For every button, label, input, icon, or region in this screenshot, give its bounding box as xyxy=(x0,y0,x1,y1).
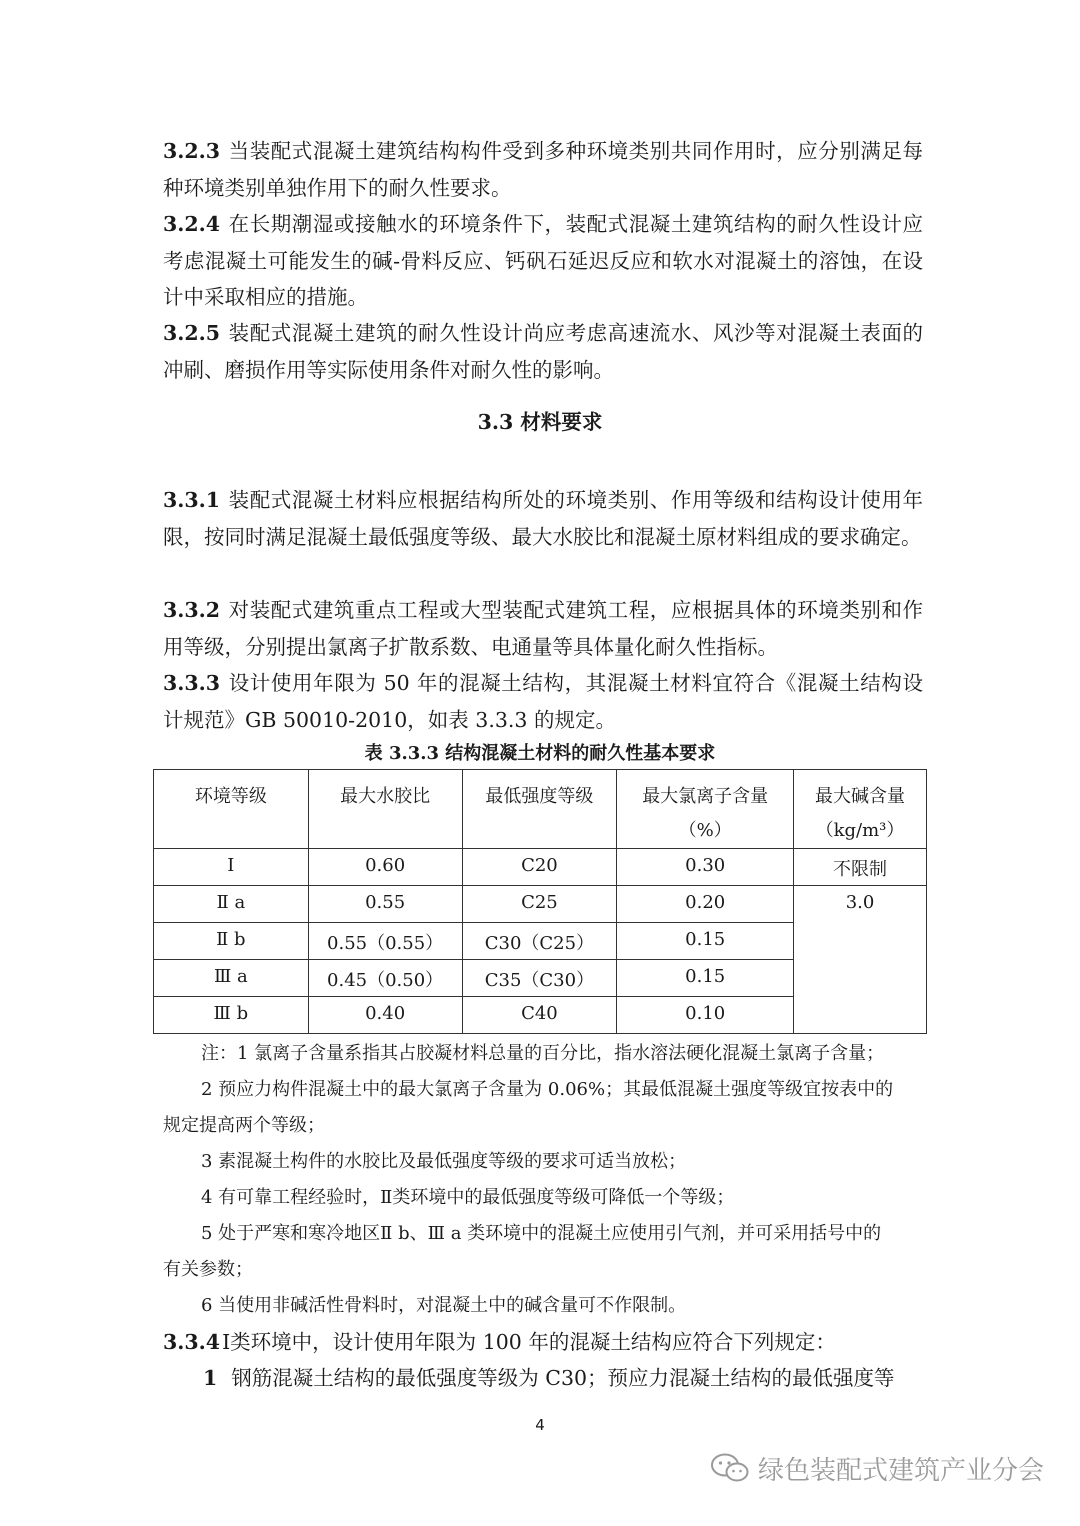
watermark xyxy=(710,1446,1044,1490)
cell-strength: C35（C30） xyxy=(462,960,617,997)
clause-number: 3.3.4 xyxy=(163,1330,221,1354)
clause-text: 装配式混凝土材料应根据结构所处的环境类别、作用等级和结构设计使用年限，按同时满足混凝土最低强度等级、最大水胶比和混凝土原材料组成的要求确定。 xyxy=(163,488,923,549)
cell-alkali: 不限制 xyxy=(794,849,927,886)
clause-3-2-5 xyxy=(163,315,923,388)
cell-env: Ⅰ xyxy=(154,849,309,886)
header-strength: 最低强度等级 xyxy=(462,770,617,849)
cell-strength: C30（C25） xyxy=(462,923,617,960)
cell-env: Ⅲ b xyxy=(154,997,309,1034)
clause-number: 3.3.1 xyxy=(163,488,221,512)
clause-text: 设计使用年限为 50 年的混凝土结构，其混凝土材料宜符合《混凝土结构设计规范》GB 50010-2010，如表 3.3.3 的规定。 xyxy=(163,671,923,732)
header-chloride-label: 最大氯离子含量 xyxy=(642,786,769,807)
table-row xyxy=(154,886,927,923)
page-number: 4 xyxy=(535,1416,545,1434)
cell-env: Ⅲ a xyxy=(154,960,309,997)
table-header-row xyxy=(154,770,927,849)
cell-env: Ⅱ a xyxy=(154,886,309,923)
clause-number: 3.3.3 xyxy=(163,671,221,695)
cell-alkali: 3.0 xyxy=(794,886,927,1034)
clause-number: 3.2.4 xyxy=(163,212,221,236)
note-3: 3 素混凝土构件的水胶比及最低强度等级的要求可适当放松； xyxy=(201,1151,687,1172)
cell-strength: C20 xyxy=(462,849,617,886)
note-1: 注：1 氯离子含量系指其占胶凝材料总量的百分比，指水溶法硬化混凝土氯离子含量； xyxy=(201,1043,885,1064)
cell-chloride: 0.10 xyxy=(617,997,794,1034)
note-2-line-1: 2 预应力构件混凝土中的最大氯离子含量为 0.06%；其最低混凝土强度等级宜按表中的 xyxy=(201,1079,894,1100)
clause-number: 3.2.5 xyxy=(163,321,221,345)
cell-chloride: 0.15 xyxy=(617,923,794,960)
clause-text: 对装配式建筑重点工程或大型装配式建筑工程，应根据具体的环境类别和作用等级，分别提出氯离子扩散系数、电通量等具体量化耐久性指标。 xyxy=(163,598,923,659)
table-notes xyxy=(163,1036,923,1324)
cell-env: Ⅱ b xyxy=(154,923,309,960)
clause-3-3-4-item-1 xyxy=(203,1360,923,1397)
cell-chloride: 0.30 xyxy=(617,849,794,886)
cell-strength: C40 xyxy=(462,997,617,1034)
clause-3-3-3 xyxy=(163,665,923,738)
item-text: 钢筋混凝土结构的最低强度等级为 C30；预应力混凝土结构的最低强度等 xyxy=(231,1366,895,1390)
header-alkali-label: 最大碱含量 xyxy=(815,786,906,807)
cell-strength: C25 xyxy=(462,886,617,923)
clause-3-3-2 xyxy=(163,592,923,665)
table-row xyxy=(154,849,927,886)
header-alkali-unit: （kg/m³） xyxy=(815,820,905,841)
cell-wb: 0.55 xyxy=(308,886,462,923)
cell-wb: 0.60 xyxy=(308,849,462,886)
clause-text: Ⅰ类环境中，设计使用年限为 100 年的混凝土结构应符合下列规定： xyxy=(222,1330,836,1354)
clause-number: 3.3.2 xyxy=(163,598,221,622)
clause-3-2-4 xyxy=(163,206,923,316)
cell-wb: 0.40 xyxy=(308,997,462,1034)
clause-number: 3.2.3 xyxy=(163,139,221,163)
clause-3-3-1 xyxy=(163,482,923,555)
header-wb: 最大水胶比 xyxy=(308,770,462,849)
note-6: 6 当使用非碱活性骨料时，对混凝土中的碱含量可不作限制。 xyxy=(201,1295,687,1316)
clause-text: 在长期潮湿或接触水的环境条件下，装配式混凝土建筑结构的耐久性设计应考虑混凝土可能发生的碱-骨料反应、钙矾石延迟反应和软水对混凝土的溶蚀，在设计中采取相应的措施。 xyxy=(163,212,923,309)
header-env: 环境等级 xyxy=(154,770,309,849)
header-chloride xyxy=(617,770,794,849)
cell-chloride: 0.20 xyxy=(617,886,794,923)
cell-wb: 0.55（0.55） xyxy=(308,923,462,960)
durability-table xyxy=(153,769,927,1034)
table-caption: 表 3.3.3 结构混凝土材料的耐久性基本要求 xyxy=(364,743,716,764)
watermark-text: 绿色装配式建筑产业分会 xyxy=(757,1455,1044,1486)
cell-chloride: 0.15 xyxy=(617,960,794,997)
clause-text: 装配式混凝土建筑的耐久性设计尚应考虑高速流水、风沙等对混凝土表面的冲刷、磨损作用等实际使用条件对耐久性的影响。 xyxy=(163,321,923,382)
section-heading: 3.3 材料要求 xyxy=(477,410,603,434)
header-chloride-unit: （%） xyxy=(678,820,732,841)
clause-3-3-4 xyxy=(163,1324,923,1361)
note-5-line-1: 5 处于严寒和寒冷地区Ⅱ b、Ⅲ a 类环境中的混凝土应使用引气剂，并可采用括号中的 xyxy=(201,1223,882,1244)
chat-bubble-icon xyxy=(710,1452,750,1484)
clause-3-2-3 xyxy=(163,133,923,206)
note-5-line-2: 有关参数； xyxy=(163,1259,253,1280)
header-alkali xyxy=(794,770,927,849)
item-number: 1 xyxy=(203,1366,218,1390)
note-2-line-2: 规定提高两个等级； xyxy=(163,1115,325,1136)
cell-wb: 0.45（0.50） xyxy=(308,960,462,997)
clause-text: 当装配式混凝土建筑结构构件受到多种环境类别共同作用时，应分别满足每种环境类别单独作用下的耐久性要求。 xyxy=(163,139,923,200)
note-4: 4 有可靠工程经验时，Ⅱ类环境中的最低强度等级可降低一个等级； xyxy=(201,1187,735,1208)
